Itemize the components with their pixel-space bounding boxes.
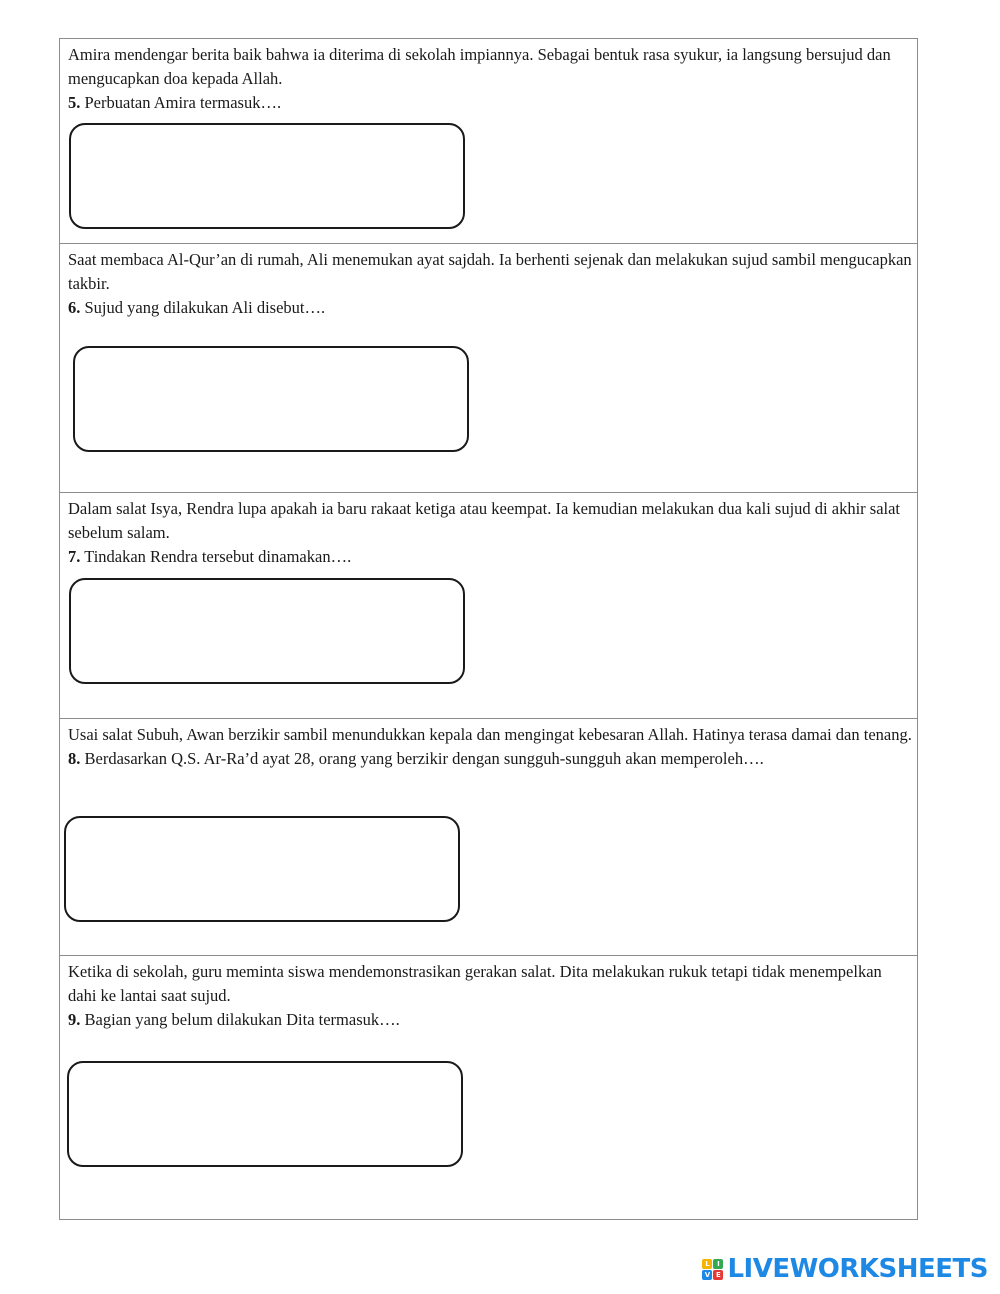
- question-7-scenario: Dalam salat Isya, Rendra lupa apakah ia baru rakaat ketiga atau keempat. Ia kemudian melakukan dua kali sujud di akhir salat sebelum salam.: [68, 499, 901, 542]
- logo-letter-v: V: [702, 1270, 712, 1280]
- question-6-text: [68, 248, 914, 320]
- brand-name: LIVEWORKSHEETS: [727, 1254, 988, 1284]
- question-8-number: 8.: [68, 749, 81, 768]
- question-8-prompt-line: [68, 747, 914, 771]
- question-9-prompt-line: [68, 1008, 914, 1032]
- question-5-text: [68, 43, 914, 115]
- question-5: [60, 39, 917, 244]
- answer-input-7[interactable]: [69, 578, 465, 684]
- question-8: [60, 719, 917, 956]
- question-9-number: 9.: [68, 1010, 81, 1029]
- question-8-scenario: Usai salat Subuh, Awan berzikir sambil menundukkan kepala dan mengingat kebesaran Allah. Hatinya terasa damai dan tenang.: [68, 725, 912, 744]
- question-9-scenario: Ketika di sekolah, guru meminta siswa mendemonstrasikan gerakan salat. Dita melakukan rukuk tetapi tidak menempelkan dahi ke lantai saat sujud.: [68, 962, 882, 1005]
- answer-input-5[interactable]: [69, 123, 465, 229]
- answer-input-8[interactable]: [64, 816, 460, 922]
- question-6: [60, 244, 917, 493]
- question-7-number: 7.: [68, 547, 81, 566]
- question-6-prompt-line: [68, 296, 914, 320]
- question-5-prompt-line: [68, 91, 914, 115]
- live-grid-icon: [702, 1259, 723, 1280]
- answer-input-6[interactable]: [73, 346, 469, 452]
- question-6-prompt: Sujud yang dilakukan Ali disebut….: [84, 298, 326, 317]
- question-7-text: [68, 497, 914, 569]
- liveworksheets-logo: [702, 1254, 988, 1284]
- question-8-prompt: Berdasarkan Q.S. Ar-Ra’d ayat 28, orang yang berzikir dengan sungguh-sungguh akan memperoleh….: [84, 749, 764, 768]
- worksheet: [59, 38, 918, 1220]
- question-5-prompt: Perbuatan Amira termasuk….: [84, 93, 282, 112]
- question-9: [60, 956, 917, 1221]
- question-5-scenario: Amira mendengar berita baik bahwa ia diterima di sekolah impiannya. Sebagai bentuk rasa syukur, ia langsung bersujud dan mengucapkan doa kepada Allah.: [68, 45, 891, 88]
- question-7: [60, 493, 917, 719]
- logo-letter-i: I: [713, 1259, 723, 1269]
- question-5-number: 5.: [68, 93, 81, 112]
- question-9-prompt: Bagian yang belum dilakukan Dita termasuk….: [84, 1010, 400, 1029]
- logo-letter-l: L: [702, 1259, 712, 1269]
- question-9-text: [68, 960, 914, 1032]
- question-7-prompt: Tindakan Rendra tersebut dinamakan….: [84, 547, 352, 566]
- question-6-scenario: Saat membaca Al-Qur’an di rumah, Ali menemukan ayat sajdah. Ia berhenti sejenak dan melakukan sujud sambil mengucapkan takbir.: [68, 250, 912, 293]
- question-8-text: [68, 723, 914, 771]
- question-6-number: 6.: [68, 298, 81, 317]
- logo-letter-e: E: [713, 1270, 723, 1280]
- answer-input-9[interactable]: [67, 1061, 463, 1167]
- question-7-prompt-line: [68, 545, 914, 569]
